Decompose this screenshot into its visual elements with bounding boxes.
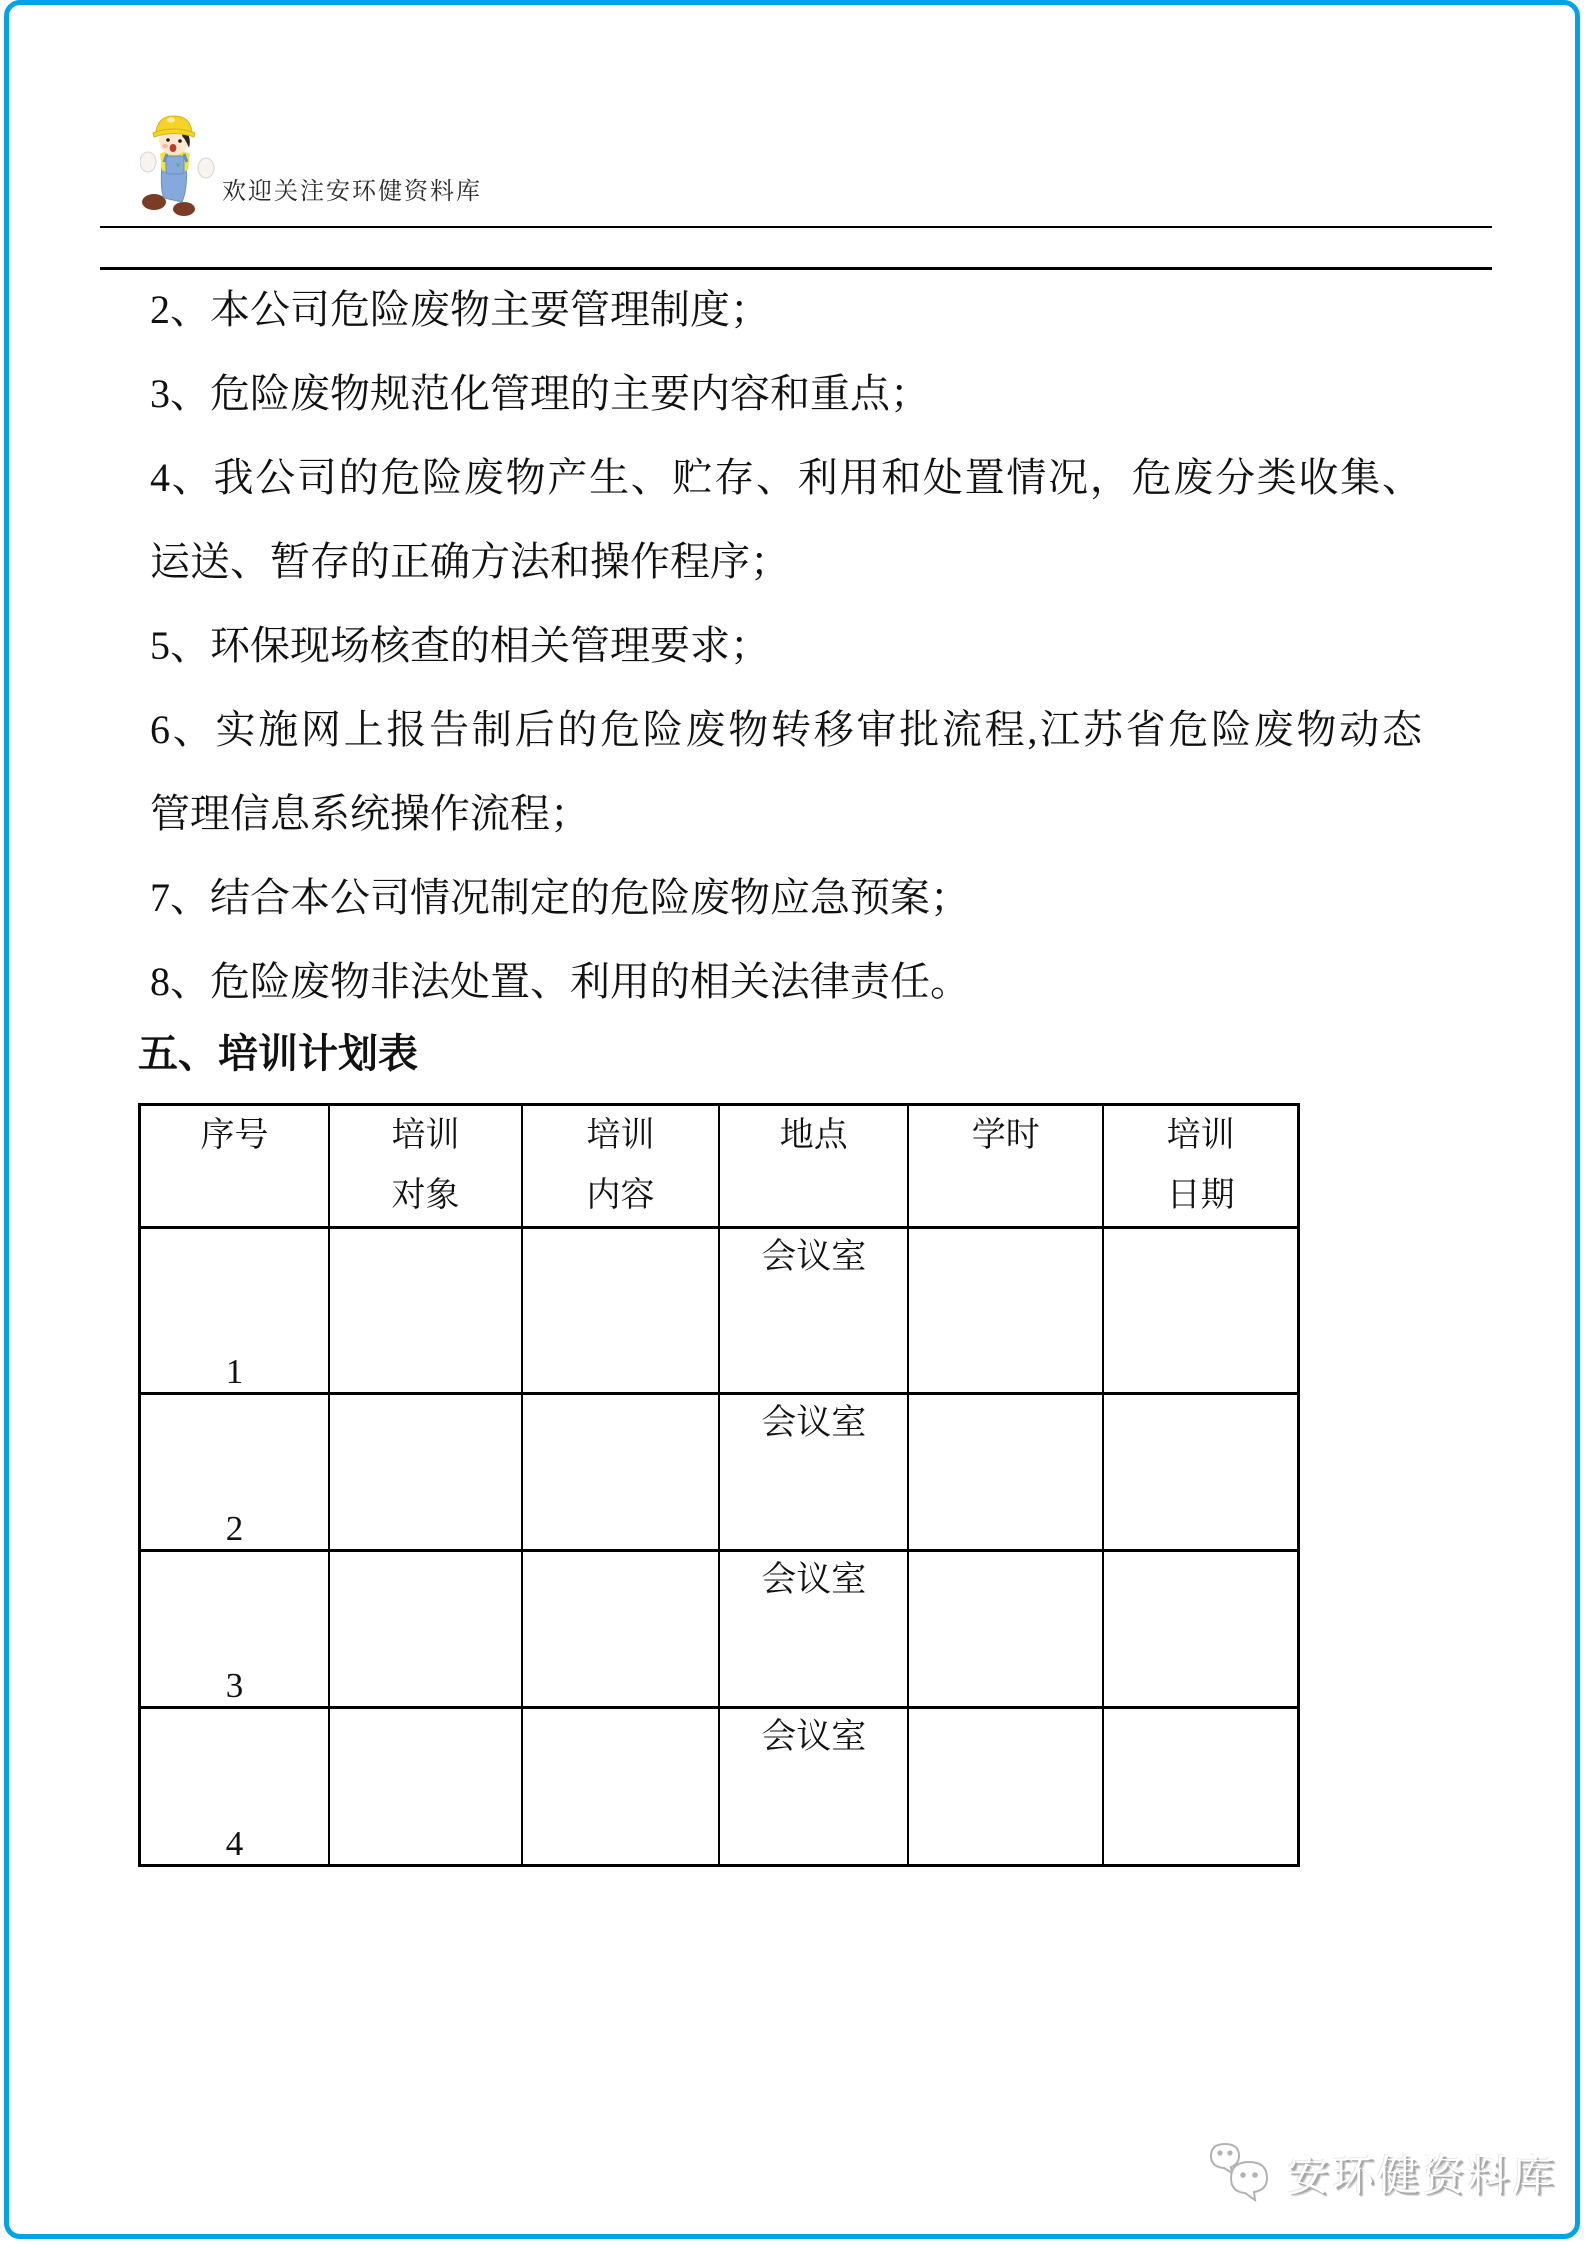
list-item-6-line-2: 管理信息系统操作流程； — [150, 791, 590, 836]
table-header-row — [140, 1105, 1299, 1228]
target-cell — [329, 1228, 522, 1394]
training-plan-table — [138, 1103, 1300, 1867]
list-item-7: 7、结合本公司情况制定的危险废物应急预案； — [150, 875, 970, 920]
target-cell — [329, 1551, 522, 1708]
table-row — [140, 1394, 1299, 1551]
col-header-content: 培训 内容 — [522, 1105, 719, 1228]
hours-cell — [908, 1551, 1103, 1708]
body-text — [150, 268, 1422, 1024]
col-header-number: 序号 — [140, 1105, 329, 1228]
location-cell: 会议室 — [719, 1708, 908, 1866]
table-row — [140, 1708, 1299, 1866]
header-tagline: 欢迎关注安环健资料库 — [222, 179, 482, 205]
col-header-location: 地点 — [719, 1105, 908, 1228]
content-cell — [522, 1228, 719, 1394]
header-rule-thin — [100, 226, 1492, 228]
section-title: 五、培训计划表 — [138, 1032, 418, 1076]
row-number-cell: 1 — [140, 1228, 329, 1394]
table-row — [140, 1228, 1299, 1394]
hours-cell — [908, 1394, 1103, 1551]
date-cell — [1103, 1394, 1298, 1551]
content-cell — [522, 1708, 719, 1866]
list-item-3: 3、危险废物规范化管理的主要内容和重点； — [150, 371, 930, 416]
row-number-cell: 4 — [140, 1708, 329, 1866]
row-number-cell: 3 — [140, 1551, 329, 1708]
date-cell — [1103, 1551, 1298, 1708]
footer-brand — [1207, 2140, 1557, 2206]
construction-worker-mascot-icon — [140, 110, 218, 216]
date-cell — [1103, 1708, 1298, 1866]
target-cell — [329, 1394, 522, 1551]
hours-cell — [908, 1708, 1103, 1866]
location-cell: 会议室 — [719, 1394, 908, 1551]
list-item-6-line-1: 6、实施网上报告制后的危险废物转移审批流程,江苏省危险废物动态 — [150, 707, 1422, 752]
col-header-date: 培训 日期 — [1103, 1105, 1298, 1228]
col-header-hours: 学时 — [908, 1105, 1103, 1228]
list-item-4-line-1: 4、我公司的危险废物产生、贮存、利用和处置情况，危废分类收集、 — [150, 455, 1422, 500]
content-cell — [522, 1551, 719, 1708]
footer-brand-text: 安环健资料库 — [1286, 2154, 1557, 2200]
col-header-target: 培训 对象 — [329, 1105, 522, 1228]
hours-cell — [908, 1228, 1103, 1394]
list-item-4-line-2: 运送、暂存的正确方法和操作程序； — [150, 539, 790, 584]
content-cell — [522, 1394, 719, 1551]
table-row — [140, 1551, 1299, 1708]
list-item-5: 5、环保现场核查的相关管理要求； — [150, 623, 770, 668]
location-cell: 会议室 — [719, 1551, 908, 1708]
list-item-2: 2、本公司危险废物主要管理制度； — [150, 287, 770, 332]
date-cell — [1103, 1228, 1298, 1394]
location-cell: 会议室 — [719, 1228, 908, 1394]
target-cell — [329, 1708, 522, 1866]
row-number-cell: 2 — [140, 1394, 329, 1551]
wechat-bubbles-icon — [1207, 2140, 1279, 2206]
list-item-8: 8、危险废物非法处置、利用的相关法律责任。 — [150, 959, 970, 1004]
